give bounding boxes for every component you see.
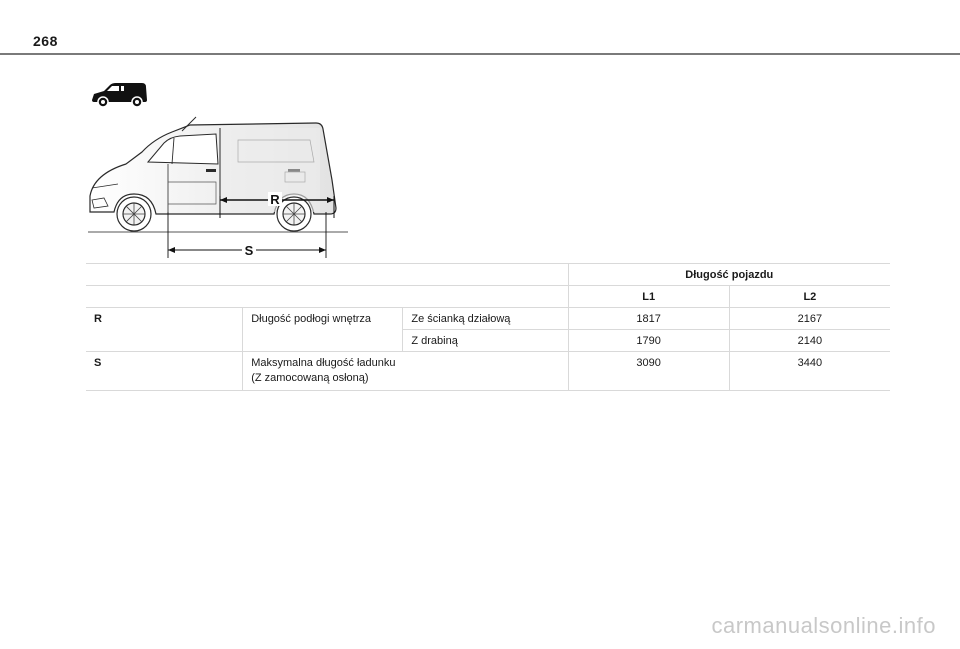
table-subheader-row	[86, 286, 890, 308]
row-code: R	[86, 308, 243, 330]
dimension-label-r: R	[270, 192, 280, 207]
column-header-l1: L1	[568, 286, 729, 308]
table-header-row	[86, 264, 890, 286]
van-silhouette-icon	[90, 82, 150, 108]
row-description: Długość podłogi wnętrza	[243, 308, 403, 330]
row-value-l1: 3090	[568, 352, 729, 391]
table-row	[86, 330, 890, 352]
row-description-line2: (Z zamocowaną osłoną)	[251, 372, 369, 384]
header-divider	[0, 53, 960, 55]
table-row	[86, 308, 890, 330]
page-number: 268	[33, 33, 58, 49]
row-value-l2: 2140	[729, 330, 890, 352]
row-condition: Ze ścianką działową	[403, 308, 568, 330]
van-side-view-drawing	[78, 112, 348, 258]
row-value-l1: 1817	[568, 308, 729, 330]
column-header-l2: L2	[729, 286, 890, 308]
row-value-l1: 1790	[568, 330, 729, 352]
row-value-l2: 3440	[729, 352, 890, 391]
row-description	[243, 352, 568, 391]
header-vehicle-length: Długość pojazdu	[568, 264, 890, 286]
row-code: S	[86, 352, 243, 391]
row-value-l2: 2167	[729, 308, 890, 330]
dimension-label-s: S	[244, 243, 254, 258]
row-description-line1: Maksymalna długość ładunku	[251, 357, 396, 369]
table-row	[86, 352, 890, 391]
vehicle-length-table	[86, 263, 890, 391]
row-condition: Z drabiną	[403, 330, 568, 352]
watermark: carmanualsonline.info	[711, 613, 936, 638]
